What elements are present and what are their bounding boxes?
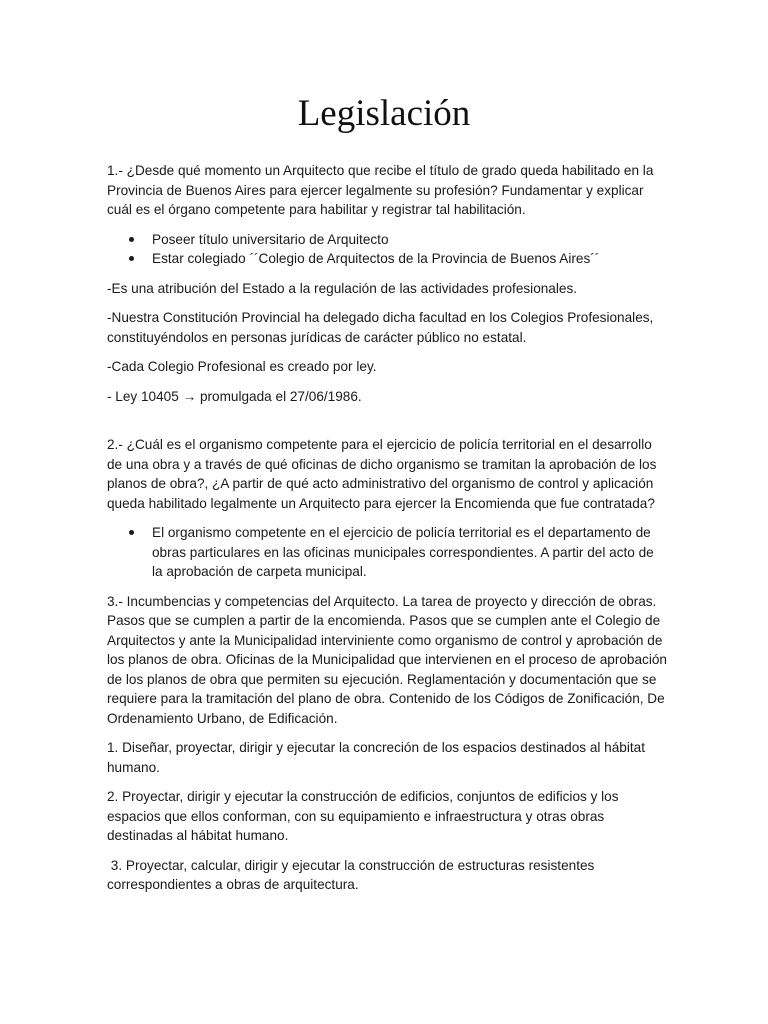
answer-paragraph: - Ley 10405 → promulgada el 27/06/1986. bbox=[107, 388, 362, 404]
bullet-text: Estar colegiado ´´Colegio de Arquitectos de la Provincia de Buenos Aires´´ bbox=[152, 251, 600, 266]
question-1-bullet-list bbox=[107, 230, 667, 269]
document-body bbox=[107, 161, 667, 905]
bullet-text: Poseer título universitario de Arquitecto bbox=[152, 231, 389, 247]
bullet-icon bbox=[129, 256, 134, 261]
question-1: 1.- ¿Desde qué momento un Arquitecto que recibe el título de grado queda habilitado en la Provincia de Buenos Aires para ejercer legalmente su profesión? Fundamentar y explicar cuál es el órgano competente para habilitar y registrar tal habilitación. bbox=[107, 163, 654, 217]
bullet-icon bbox=[129, 237, 134, 242]
bullet-text: El organismo competente en el ejercicio de policía territorial es el departamento de obras particulares en las oficinas municipales correspondientes. A partir del acto de la aprobación de carpeta municipal. bbox=[152, 525, 654, 579]
competence-item: 1. Diseñar, proyectar, dirigir y ejecutar la concreción de los espacios destinados al hábitat humano. bbox=[107, 740, 646, 775]
answer-paragraph: -Es una atribución del Estado a la regulación de las actividades profesionales. bbox=[107, 280, 578, 296]
spacer bbox=[107, 416, 667, 435]
document-title: Legislación bbox=[297, 93, 471, 134]
list-item bbox=[107, 249, 667, 269]
competence-item: 2. Proyectar, dirigir y ejecutar la construcción de edificios, conjuntos de edificios y los espacios que ellos conforman, con su equipamiento e infraestructura y otras obras destinadas al hábitat humano. bbox=[107, 789, 619, 843]
question-3: 3.- Incumbencias y competencias del Arquitecto. La tarea de proyecto y dirección de obras. Pasos que se cumplen a partir de la encomienda. Pasos que se cumplen ante el Colegio de Arquitectos y ante la Municipalidad interviniente como organismo de control y aprobación de los planos de obra. Oficinas de la Municipalidad que intervienen en el proceso de aprobación de los planos de obra que permiten su ejecución. Reglamentación y documentación que se requiere para la tramitación del plano de obra. Contenido de los Códigos de Zonificación, De Ordenamiento Urbano, de Edificación. bbox=[107, 593, 667, 726]
question-2-bullet-list bbox=[107, 523, 667, 582]
bullet-icon bbox=[129, 530, 134, 535]
list-item bbox=[107, 523, 667, 582]
question-2: 2.- ¿Cuál es el organismo competente para el ejercicio de policía territorial en el desarrollo de una obra y a través de qué oficinas de dicho organismo se tramitan la aprobación de los planos de obra?, ¿A partir de qué acto administrativo del organismo de control y aplicación queda habilitado legalmente un Arquitecto para ejercer la Encomienda que fue contratada? bbox=[107, 437, 657, 511]
answer-paragraph: -Nuestra Constitución Provincial ha delegado dicha facultad en los Colegios Profesionales, constituyéndolos en personas jurídicas de carácter público no estatal. bbox=[107, 310, 654, 345]
list-item bbox=[107, 230, 667, 250]
competence-item: 3. Proyectar, calcular, dirigir y ejecutar la construcción de estructuras resistentes correspondientes a obras de arquitectura. bbox=[107, 857, 599, 892]
answer-paragraph: -Cada Colegio Profesional es creado por ley. bbox=[107, 359, 377, 374]
